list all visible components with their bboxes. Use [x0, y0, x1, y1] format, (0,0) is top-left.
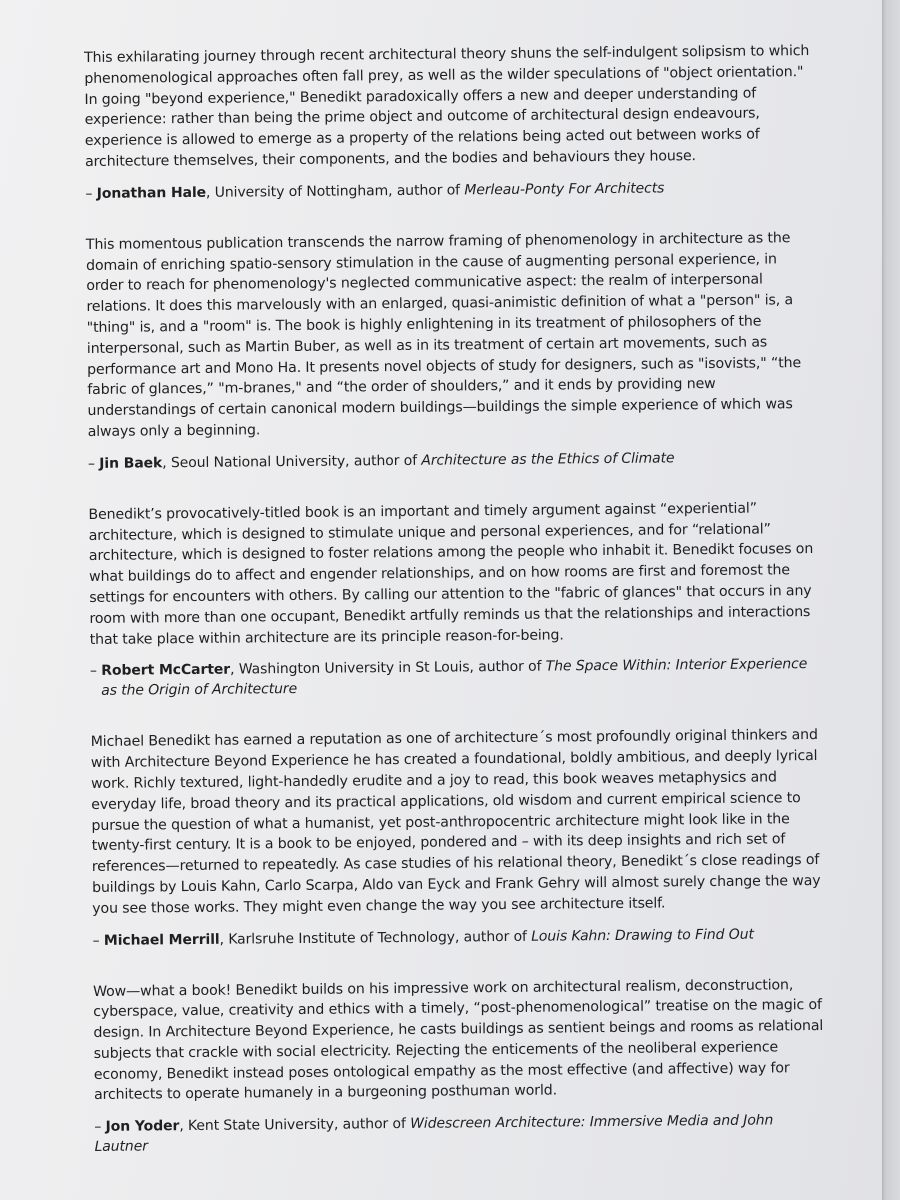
author-name: Michael Merrill — [103, 931, 220, 949]
page-edge — [882, 0, 900, 1200]
author-name: Jin Baek — [99, 455, 163, 472]
endorsement-attribution — [90, 654, 820, 701]
author-affiliation: , Washington University in St Louis, author of — [230, 658, 546, 678]
author-name: Jonathan Hale — [96, 184, 207, 202]
book-title-continued: as the Origin of Architecture — [101, 681, 298, 700]
endorsement-merrill — [91, 725, 823, 950]
endorsements — [84, 41, 825, 1188]
author-name: Robert McCarter — [101, 661, 231, 680]
endorsement-attribution — [94, 1110, 824, 1157]
attribution-dash: – — [92, 932, 104, 949]
attribution-dash: – — [87, 455, 100, 472]
endorsement-text: Benedikt’s provocatively-titled book is an important and timely argument against “experiential” architecture, which is designed to stimulate unique and personal experiences, and for “relational” architecture, which is designed to foster relations among the people who inhabit it. Benedikt focuses on what buildings do to affect and engender relationships, and on how rooms are first and foremost the settings for encounters with others. By calling our attention to the "fabric of glances" that occurs in any room with more than one occupant, Benedikt artfully reminds us that the relationships and interactions that take place within architecture are its principle reason-for-being. — [88, 500, 814, 648]
book-title: Widescreen Architecture: Immersive Media and John Lautner — [94, 1112, 774, 1156]
attribution-dash: – — [89, 663, 102, 680]
endorsement-mccarter — [88, 498, 820, 702]
author-name: Jon Yoder — [105, 1118, 180, 1136]
book-title: Louis Kahn: Drawing to Find Out — [531, 926, 754, 945]
endorsement-text: Michael Benedikt has earned a reputation as one of architecture´s most profoundly original thinkers and with Architecture Beyond Experience he has created a foundational, boldly ambitious, and deeply lyrical work. Richly textured, light-handedly erudite and a joy to read, this book weaves metaphysics and everyday life, broad theory and its practical applications, old wisdom and current empirical science to pursue the question of what a humanist, yet post-anthropocentric architecture might look like in the twenty-first century. It is a book to be enjoyed, pondered and – with its deep insights and rich set of references—returned to repeatedly. As case studies of his relational theory, Benedikt´s close readings of buildings by Louis Kahn, Carlo Scarpa, Aldo van Eyck and Frank Gehry will almost surely change the way you see those works. They might even change the way you see architecture itself. — [90, 727, 821, 917]
book-title: The Space Within: Interior Experience — [545, 656, 808, 675]
endorsement-hale — [84, 41, 815, 204]
endorsement-text: This momentous publication transcends the narrow framing of phenomenology in architecture as the domain of enriching spatio-sensory stimulation in the cause of augmenting personal experience, in order to reach for phenomenology's neglected communicative aspect: the realm of interpersonal relations. It does this marvelously with an enlarged, quasi-animistic definition of what a "person" is, a "thing" is, and a "room" is. The book is highly enlightening in its treatment of philosophers of the interpersonal, such as Martin Buber, as well as in its treatment of certain art movements, such as performance art and Mono Ha. It presents novel objects of study for designers, such as "isovists," “the fabric of glances,” "m-branes," and “the order of shoulders,” and it ends by providing new understandings of certain canonical modern buildings—buildings the simple experience of which was always only a beginning. — [85, 230, 802, 440]
endorsement-attribution — [88, 447, 818, 474]
attribution-dash: – — [94, 1119, 106, 1136]
author-affiliation: , Kent State University, author of — [179, 1116, 411, 1135]
author-affiliation: , Seoul National University, author of — [162, 452, 422, 472]
endorsement-attribution — [85, 177, 815, 204]
attribution-dash: – — [85, 185, 97, 202]
book-title: Architecture as the Ethics of Climate — [421, 450, 675, 469]
book-title: Merleau-Ponty For Architects — [464, 180, 665, 199]
endorsement-text: Wow—what a book! Benedikt builds on his impressive work on architectural realism, deconstruction, cyberspace, value, creativity and ethics with a timely, “post-phenomenological” treatise on the magic of design. In Architecture Beyond Experience, he casts buildings as sentient beings and rooms as relational subjects that crackle with social electricity. Rejecting the enticements of the neoliberal experience economy, Benedikt instead poses ontological empathy as the most effective (and affective) way for architects to operate humanely in a burgeoning posthuman world. — [92, 976, 824, 1104]
author-affiliation: , Karlsruhe Institute of Technology, author of — [219, 928, 532, 948]
endorsement-baek — [86, 228, 818, 474]
author-affiliation: , University of Nottingham, author of — [205, 182, 465, 201]
endorsement-yoder — [93, 974, 825, 1157]
endorsement-attribution — [92, 923, 822, 950]
endorsement-text: This exhilarating journey through recent architectural theory shuns the self-indulgent solipsism to which phenomenological approaches often fall prey, as well as the wilder speculations of "object orientation." In going "beyond experience," Benedikt paradoxically offers a new and deeper understanding of experience: rather than being the prime object and outcome of architectural design endeavours, experience is allowed to emerge as a property of the relations being acted out between works of architecture themselves, their components, and the bodies and behaviours they house. — [84, 43, 810, 170]
